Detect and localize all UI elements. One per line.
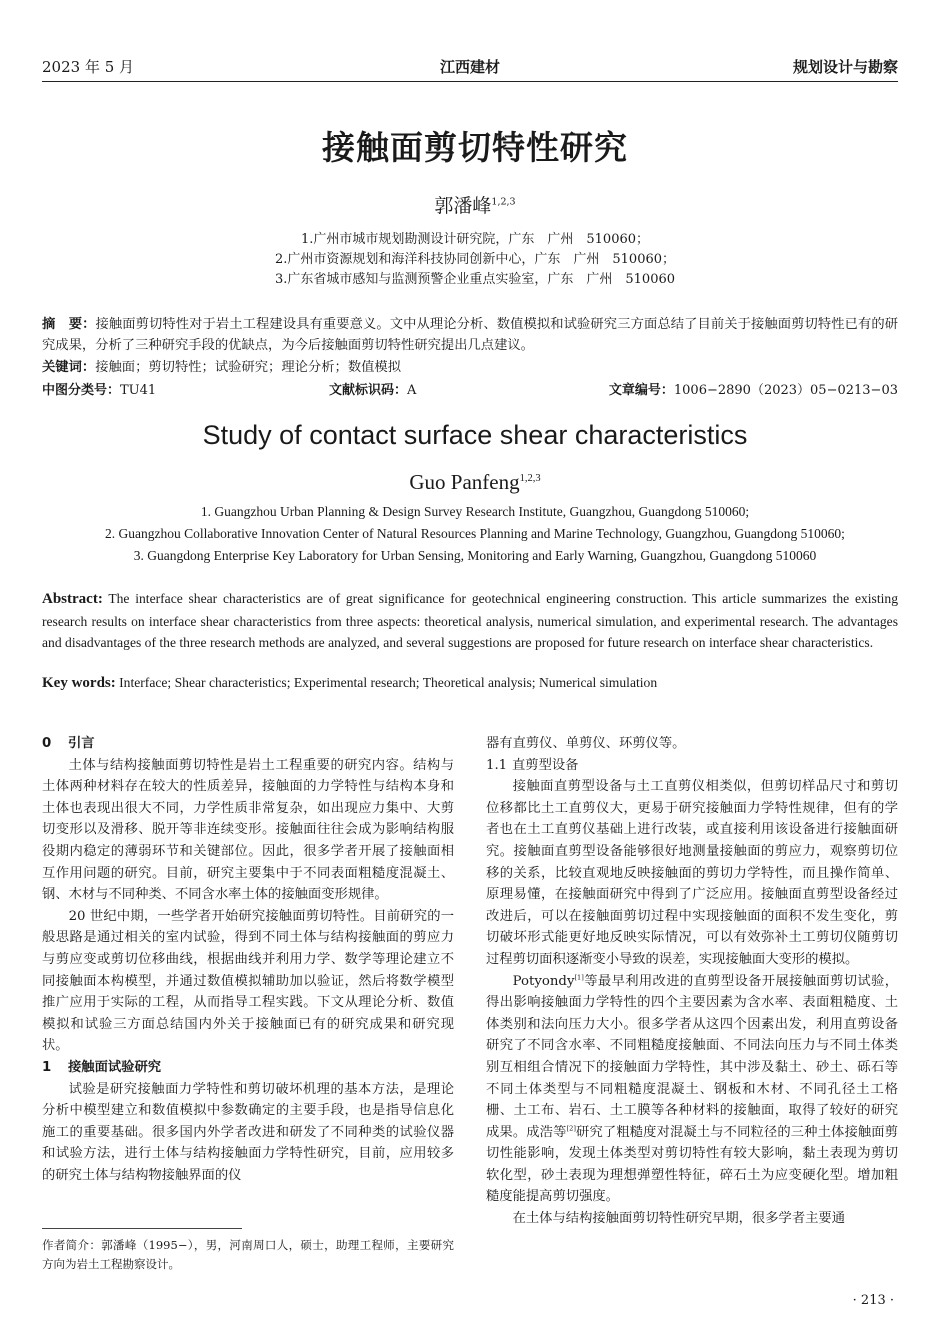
chinese-author [0, 191, 950, 218]
section-heading-0: 0 引言 [42, 736, 95, 751]
subsection-heading-1-1: 1.1 直剪型设备 [486, 757, 579, 773]
chinese-affiliation-2: 2.广州市资源规划和海洋科技协同创新中心，广东 广州 510060； [274, 252, 676, 267]
classification-row [42, 379, 898, 399]
paragraph-continued: 器有直剪仪、单剪仪、环剪仪等。 [486, 736, 686, 751]
document-code: 文献标识码：A [329, 383, 417, 398]
english-author-affil-marks: 1,2,3 [519, 473, 541, 484]
english-author-name: Guo Panfeng [409, 470, 520, 494]
citation: [2] [566, 1124, 576, 1133]
english-affiliation-3: 3. Guangdong Enterprise Key Laboratory for Urban Sensing, Monitoring and Early Warning, Guangzhou, Guangdong 510060 [133, 548, 817, 563]
abstract-text: 接触面剪切特性对于岩土工程建设具有重要意义。文中从理论分析、数值模拟和试验研究三方面总结了目前关于接触面剪切特性已有的研究成果，分析了三种研究手段的优缺点，为今后接触面剪切特性研究提出几点建议。 [42, 317, 899, 353]
issue-date: 2023 年 5 月 [42, 58, 135, 76]
page-number: · 213 · [852, 1293, 894, 1308]
english-affiliation-1: 1. Guangzhou Urban Planning & Design Survey Research Institute, Guangzhou, Guangdong 510060; [200, 504, 750, 519]
journal-name: 江西建材 [439, 58, 500, 76]
paragraph: Potyondy[1]等最早利用改进的直剪型设备开展接触面剪切试验，得出影响接触面力学特性的四个主要因素为含水率、表面粗糙度、土体类别和法向压力大小。很多学者从这四个因素出发，利用直剪设备研究了不同含水率、不同粗糙度接触面、不同法向压力与不同土体类别互相组合情况下的接触面力学特性，其中涉及黏土、砂土、砾石等不同土体类型与不同粗糙度混凝土、钢板和木材、不同孔径土工格栅、土工布、岩石、土工膜等各种材料的接触面，取得了较好的研究成果。成浩等[2]研究了粗糙度对混凝土与不同粒径的三种土体接触面剪切性能影响，发现土体类型对剪切特性有较大影响，黏土表现为剪切软化型，砂土表现为理想弹塑性特征，碎石土为应变硬化型。增加粗糙度能提高剪切强度。 [486, 973, 898, 1205]
chinese-abstract [42, 314, 898, 356]
paragraph: 在土体与结构接触面剪切特性研究早期，很多学者主要通 [512, 1211, 846, 1227]
english-abstract-text: The interface shear characteristics are of great significance for geotechnical engineering construction. This article summarizes the existing research results on interface shear characteristics from three aspects: theoretical analysis, numerical simulation, and experimental research. The advantages and disadvantages of the three research methods are analyzed, and several suggestions are proposed for future research on interface shear characteristics. [42, 591, 898, 650]
running-head [42, 56, 898, 80]
chinese-affiliation-1: 1.广州市城市规划勘测设计研究院，广东 广州 510060； [300, 232, 650, 247]
journal-section: 规划设计与勘察 [792, 58, 898, 76]
body-column-left [42, 733, 454, 1186]
header-rule [42, 81, 898, 82]
body-column-right [486, 733, 898, 1230]
citation: [1] [574, 973, 584, 982]
clc-number: 中图分类号：TU41 [42, 383, 157, 398]
paragraph: 土体与结构接触面剪切特性是岩土工程重要的研究内容。结构与土体两种材料存在较大的性质差异，接触面的力学特性与结构本身和土体也表现出很大不同，力学性质非常复杂，如出现应力集中、大剪切变形以及滑移、脱开等非连续变形。接触面往往会成为影响结构服役期内稳定的薄弱环节和关键部位。因此，很多学者开展了接触面相互作用问题的研究。目前，研究主要集中于不同表面粗糙度混凝土、钢、木材与不同种类、不同含水率土体的接触面变形规律。 [42, 757, 454, 903]
chinese-title: 接触面剪切特性研究 [322, 128, 628, 167]
chinese-keywords [42, 357, 898, 378]
footnote-rule [42, 1228, 242, 1229]
paragraph: 接触面直剪型设备与土工直剪仪相类似，但剪切样品尺寸和剪切位移都比土工直剪仪大，更易于研究接触面力学特性规律，但有的学者也在土工直剪仪基础上进行改装，或直接利用该设备进行接触面研究。接触面直剪型设备能够很好地测量接触面的剪应力，观察剪切位移的关系，比较直观地反映接触面的剪切力学特性，而且操作简单、原理易懂，在接触面研究中得到了广泛应用。接触面直剪型设备经过改进后，可以在接触面剪切过程中实现接触面的面积不发生变化，剪切破坏形式能更好地反映实际情况，可以有效弥补土工剪切仪随剪切过程剪切面积逐渐变小导致的误差，实现接触面大变形的模拟。 [486, 779, 898, 967]
english-keywords-label: Key words: [42, 675, 116, 691]
english-keywords-text: Interface; Shear characteristics; Experimental research; Theoretical analysis; Numerical simulation [115, 675, 658, 690]
author-affil-marks: 1,2,3 [491, 196, 516, 208]
chinese-affiliation-3: 3.广东省城市感知与监测预警企业重点实验室，广东 广州 510060 [274, 272, 676, 287]
english-abstract-label: Abstract: [42, 591, 103, 607]
section-heading-1: 1 接触面试验研究 [42, 1059, 162, 1075]
english-affiliation-2: 2. Guangzhou Collaborative Innovation Center of Natural Resources Planning and Marine Technology, Guangzhou, Guangdong 510060; [105, 526, 845, 541]
author-footnote: 作者简介：郭潘峰（1995−），男，河南周口人，硕士，助理工程师，主要研究方向为岩土工程勘察设计。 [42, 1238, 454, 1271]
keywords-label: 关键词： [42, 360, 96, 375]
paragraph: 20 世纪中期，一些学者开始研究接触面剪切特性。目前研究的一般思路是通过相关的室内试验，得到不同土体与结构接触面的剪应力与剪应变或剪切位移曲线，根据曲线并利用力学、数学等理论建立不同接触面本构模型，并通过数值模拟辅助加以验证，然后将数学模型推广应用于实际的工程，从而指导工程实践。下文从理论分析、数值模拟和试验三方面总结国内外关于接触面已有的研究成果和研究现状。 [42, 908, 454, 1054]
article-number: 文章编号：1006−2890（2023）05−0213−03 [608, 383, 898, 398]
author-name: 郭潘峰 [434, 195, 492, 217]
english-title: Study of contact surface shear characteristics [202, 420, 748, 450]
paragraph: 试验是研究接触面力学特性和剪切破坏机理的基本方法，是理论分析中模型建立和数值模拟中参数确定的主要手段，也是指导信息化施工的重要基础。很多国内外学者改进和研发了不同种类的试验仪器和试验方法，进行土体与结构接触面力学特性研究，目前，应用较多的研究土体与结构物接触界面的仪 [42, 1081, 454, 1183]
abstract-label: 摘 要： [42, 317, 96, 332]
english-author [0, 470, 950, 495]
keywords-text: 接触面；剪切特性；试验研究；理论分析；数值模拟 [95, 360, 402, 375]
english-abstract [42, 588, 898, 654]
english-keywords [42, 675, 898, 692]
